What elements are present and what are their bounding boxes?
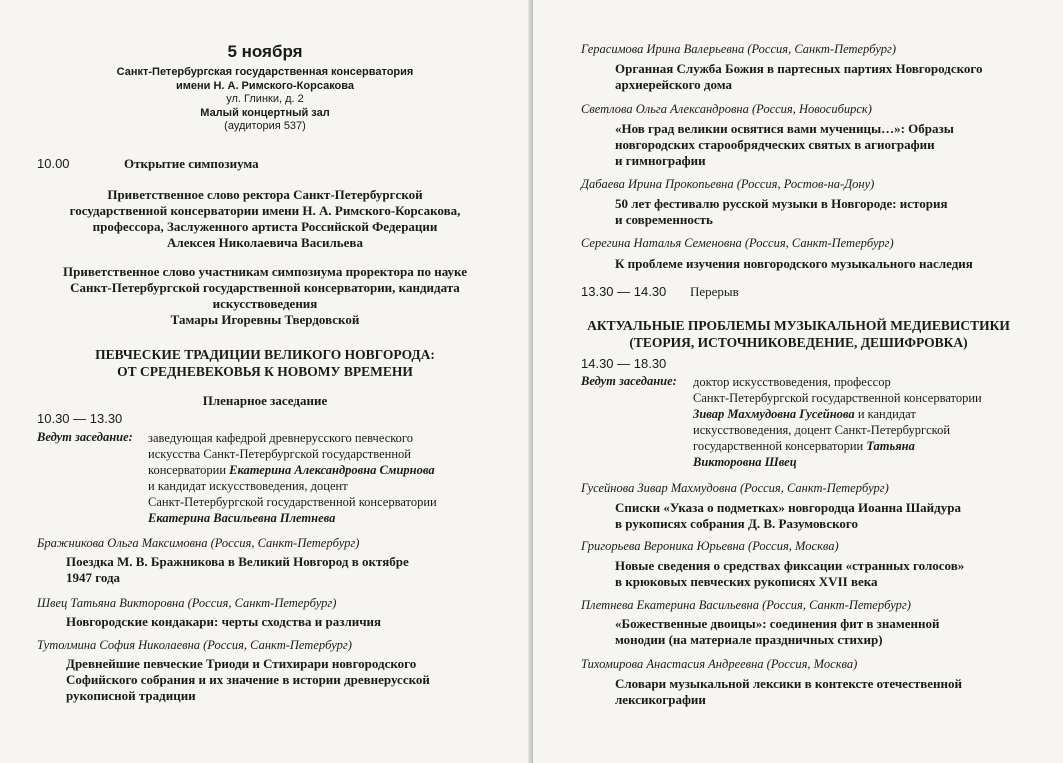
- prorector-welcome-line: Санкт-Петербургской государственной консерватории, кандидата: [70, 280, 460, 295]
- venue-address: ул. Глинки, д. 2: [226, 93, 304, 105]
- chairs-line: искусства Санкт-Петербургской государственной: [148, 447, 411, 461]
- talk-title-line: и современность: [615, 212, 713, 227]
- talk-title: [615, 61, 1045, 93]
- prorector-welcome-line: Приветственное слово участникам симпозиума проректора по науке: [63, 264, 467, 279]
- opening-title: Открытие симпозиума: [124, 156, 259, 171]
- talk-title-line: 50 лет фестивалю русской музыки в Новгороде: история: [615, 196, 948, 211]
- rector-welcome-line: Алексея Николаевича Васильева: [167, 235, 363, 250]
- section-heading-2: [533, 317, 1063, 351]
- talk-title-line: Древнейшие певческие Триоди и Стихирари новгородского: [66, 656, 417, 671]
- session-time: 10.30 — 13.30: [37, 411, 123, 426]
- talk-author: Гусейнова Зивар Махмудовна (Россия, Санкт-Петербург): [581, 481, 889, 495]
- chairs-line: и кандидат: [854, 407, 916, 421]
- left-page: [0, 0, 530, 763]
- talk-author: Герасимова Ирина Валерьевна (Россия, Санкт-Петербург): [581, 42, 897, 56]
- venue-line-1: Санкт-Петербургская государственная консерватория: [116, 66, 414, 78]
- chairs-text: [148, 430, 518, 526]
- talk-title-line: Словари музыкальной лексики в контексте отечественной: [615, 676, 963, 691]
- talk-title: [66, 656, 516, 704]
- chairs-line: Санкт-Петербургской государственной консерватории: [148, 495, 437, 509]
- talk-author: Григорьева Вероника Юрьевна (Россия, Москва): [581, 539, 839, 553]
- chairs-label: Ведут заседание:: [37, 430, 133, 444]
- chair-name: Викторовна Швец: [693, 455, 797, 469]
- talk-author: Серегина Наталья Семеновна (Россия, Санкт-Петербург): [581, 236, 894, 250]
- talk-title: [615, 616, 1045, 648]
- talk-title-line: в рукописях собрания Д. В. Разумовского: [615, 516, 858, 531]
- chair-name: Екатерина Александровна Смирнова: [229, 463, 435, 477]
- prorector-welcome-line: Тамары Игоревны Твердовской: [170, 312, 360, 327]
- talk-author: Плетнева Екатерина Васильевна (Россия, Санкт-Петербург): [581, 598, 911, 612]
- venue-hall: Малый концертный зал: [200, 106, 330, 119]
- talk-title-line: Списки «Указа о подметках» новгородца Иоанна Шайдура: [615, 500, 961, 515]
- day-heading: 5 ноября: [227, 42, 303, 61]
- talk-title-line: Софийского собрания и их значение в истории древнерусской: [66, 672, 430, 687]
- talk-title: [66, 554, 506, 586]
- plenary-heading: Пленарное заседание: [202, 393, 328, 408]
- chairs-line: доктор искусствоведения, профессор: [693, 375, 891, 389]
- talk-title-line: Поездка М. В. Бражникова в Великий Новгород в октябре: [66, 554, 409, 569]
- prorector-welcome: [0, 264, 530, 328]
- talk-title: [615, 558, 1055, 590]
- talk-author: Бражникова Ольга Максимовна (Россия, Санкт-Петербург): [37, 536, 360, 550]
- talk-title-line: рукописной традиции: [66, 688, 196, 703]
- session-time: 14.30 — 18.30: [581, 356, 667, 371]
- talk-title-line: архиерейского дома: [615, 77, 732, 92]
- talk-title-line: лексикографии: [615, 692, 706, 707]
- venue-room: (аудитория 537): [224, 120, 306, 132]
- opening-time: 10.00: [37, 156, 70, 171]
- chairs-line: заведующая кафедрой древнерусского певческого: [148, 431, 414, 445]
- talk-title-line: монодии (на материале праздничных стихир): [615, 632, 883, 647]
- section-heading-line: (ТЕОРИЯ, ИСТОЧНИКОВЕДЕНИЕ, ДЕШИФРОВКА): [629, 335, 968, 350]
- talk-title-line: «Нов град великии освятися вами мученицы…»: Образы: [615, 121, 954, 136]
- section-heading-line: АКТУАЛЬНЫЕ ПРОБЛЕМЫ МУЗЫКАЛЬНОЙ МЕДИЕВИСТИКИ: [587, 318, 1010, 333]
- section-heading-1: [0, 346, 530, 380]
- section-heading-line: ПЕВЧЕСКИЕ ТРАДИЦИИ ВЕЛИКОГО НОВГОРОДА:: [95, 347, 435, 362]
- chairs-text: [693, 374, 1053, 470]
- talk-title: [615, 500, 1045, 532]
- talk-title: [615, 196, 1045, 228]
- rector-welcome: [0, 187, 530, 251]
- talk-author: Швец Татьяна Викторовна (Россия, Санкт-Петербург): [37, 596, 337, 610]
- break-time: 13.30 — 14.30: [581, 284, 667, 299]
- chairs-line: консерватории: [148, 463, 230, 477]
- rector-welcome-line: профессора, Заслуженного артиста Российской Федерации: [92, 219, 438, 234]
- talk-title-line: в крюковых певческих рукописях XVII века: [615, 574, 878, 589]
- venue-block: [0, 66, 530, 134]
- talk-title: К проблеме изучения новгородского музыкального наследия: [615, 256, 973, 271]
- talk-title-line: Органная Служба Божия в партесных партиях Новгородского: [615, 61, 983, 76]
- chair-name: Зивар Махмудовна Гусейнова: [693, 407, 855, 421]
- rector-welcome-line: Приветственное слово ректора Санкт-Петербургской: [107, 187, 423, 202]
- talk-author: Дабаева Ирина Прокопьевна (Россия, Ростов-на-Дону): [581, 177, 875, 191]
- talk-author: Тихомирова Анастасия Андреевна (Россия, Москва): [581, 657, 858, 671]
- prorector-welcome-line: искусствоведения: [212, 296, 318, 311]
- right-page: [532, 0, 1063, 763]
- chair-name: Татьяна: [866, 439, 915, 453]
- chairs-label: Ведут заседание:: [581, 374, 677, 388]
- chairs-line: и кандидат искусствоведения, доцент: [148, 479, 348, 493]
- talk-title-line: новгородских старообрядческих святых в агиографии: [615, 137, 935, 152]
- chairs-line: государственной консерватории: [693, 439, 867, 453]
- section-heading-line: ОТ СРЕДНЕВЕКОВЬЯ К НОВОМУ ВРЕМЕНИ: [117, 364, 413, 379]
- talk-title: Новгородские кондакари: черты сходства и различия: [66, 614, 382, 629]
- talk-title-line: «Божественные двоицы»: соединения фит в знаменной: [615, 616, 940, 631]
- chairs-line: Санкт-Петербургской государственной консерватории: [693, 391, 982, 405]
- talk-author: Светлова Ольга Александровна (Россия, Новосибирск): [581, 102, 872, 116]
- talk-title-line: 1947 года: [66, 570, 121, 585]
- talk-title-line: и гимнографии: [615, 153, 706, 168]
- talk-title-line: Новые сведения о средствах фиксации «странных голосов»: [615, 558, 965, 573]
- chairs-line: искусствоведения, доцент Санкт-Петербургской: [693, 423, 951, 437]
- break-label: Перерыв: [690, 284, 739, 299]
- talk-author: Тутолмина София Николаевна (Россия, Санкт-Петербург): [37, 638, 352, 652]
- venue-line-2: имени Н. А. Римского-Корсакова: [175, 79, 355, 92]
- talk-title: [615, 676, 1045, 708]
- talk-title: [615, 121, 1045, 169]
- rector-welcome-line: государственной консерватории имени Н. А. Римского-Корсакова,: [69, 203, 461, 218]
- chair-name: Екатерина Васильевна Плетнева: [148, 511, 336, 525]
